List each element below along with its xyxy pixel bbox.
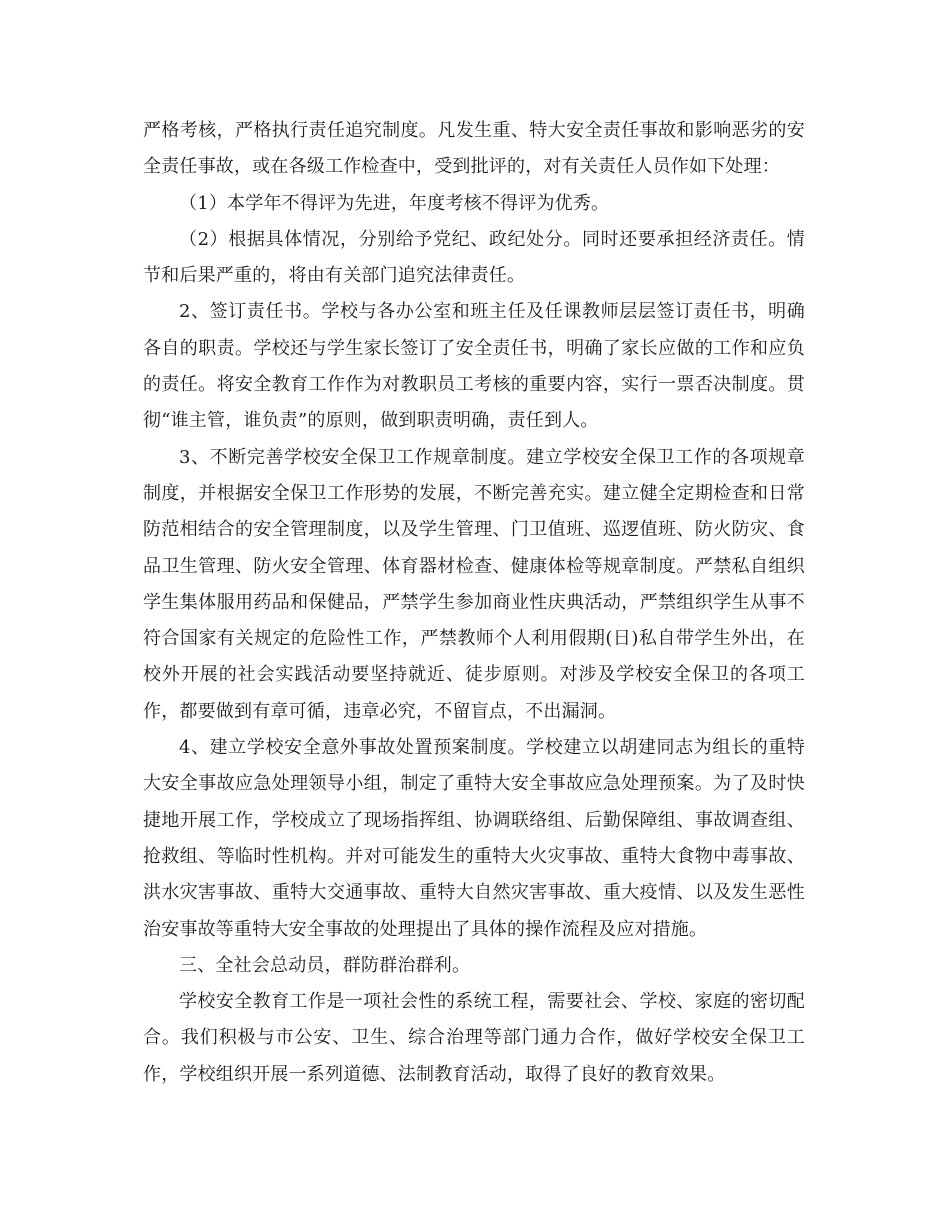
paragraph-continuation: 严格考核，严格执行责任追究制度。凡发生重、特大安全责任事故和影响恶劣的安全责任事故，或在各级工作检查中，受到批评的，对有关责任人员作如下处理：: [143, 120, 805, 178]
paragraph-item-1: （1）本学年不得评为先进，年度考核不得评为优秀。: [179, 192, 610, 214]
paragraph-society-cooperation: 学校安全教育工作是一项社会性的系统工程，需要社会、学校、家庭的密切配合。我们积极与市公安、卫生、综合治理等部门通力合作，做好学校安全保卫工作，学校组织开展一系列道德、法制教育活动，取得了良好的教育效果。: [143, 991, 805, 1085]
section-heading-3: 三、全社会总动员，群防群治群利。: [179, 954, 471, 976]
paragraph-item-2: （2）根据具体情况，分别给予党纪、政纪处分。同时还要承担经济责任。情节和后果严重的，将由有关部门追究法律责任。: [143, 228, 805, 287]
paragraph-rules-system: 3、不断完善学校安全保卫工作规章制度。建立学校安全保卫工作的各项规章制度，并根据安全保卫工作形势的发展，不断完善充实。建立健全定期检查和日常防范相结合的安全管理制度，以及学生管理、门卫值班、巡逻值班、防火防灾、食品卫生管理、防火安全管理、体育器材检查、健康体检等规章制度。严禁私自组织学生集体服用药品和保健品，严禁学生参加商业性庆典活动，严禁组织学生从事不符合国家有关规定的危险性工作，严禁教师个人利用假期(日)私自带学生外出，在校外开展的社会实践活动要坚持就近、徒步原则。对涉及学校安全保卫的各项工作，都要做到有章可循，违章必究，不留盲点，不出漏洞。: [143, 446, 805, 722]
document-page: [143, 113, 805, 1093]
paragraph-emergency-plan: 4、建立学校安全意外事故处置预案制度。学校建立以胡建同志为组长的重特大安全事故应急处理领导小组，制定了重特大安全事故应急处理预案。为了及时快捷地开展工作，学校成立了现场指挥组、协调联络组、后勤保障组、事故调查组、抢救组、等临时性机构。并对可能发生的重特大火灾事故、重特大食物中毒事故、洪水灾害事故、重特大交通事故、重特大自然灾害事故、重大疫情、以及发生恶性治安事故等重特大安全事故的处理提出了具体的操作流程及应对措施。: [143, 737, 805, 940]
paragraph-responsibility-letter: 2、签订责任书。学校与各办公室和班主任及任课教师层层签订责任书，明确各自的职责。学校还与学生家长签订了安全责任书，明确了家长应做的工作和应负的责任。将安全教育工作作为对教职员工考核的重要内容，实行一票否决制度。贯彻“谁主管，谁负责”的原则，做到职责明确，责任到人。: [143, 301, 805, 432]
